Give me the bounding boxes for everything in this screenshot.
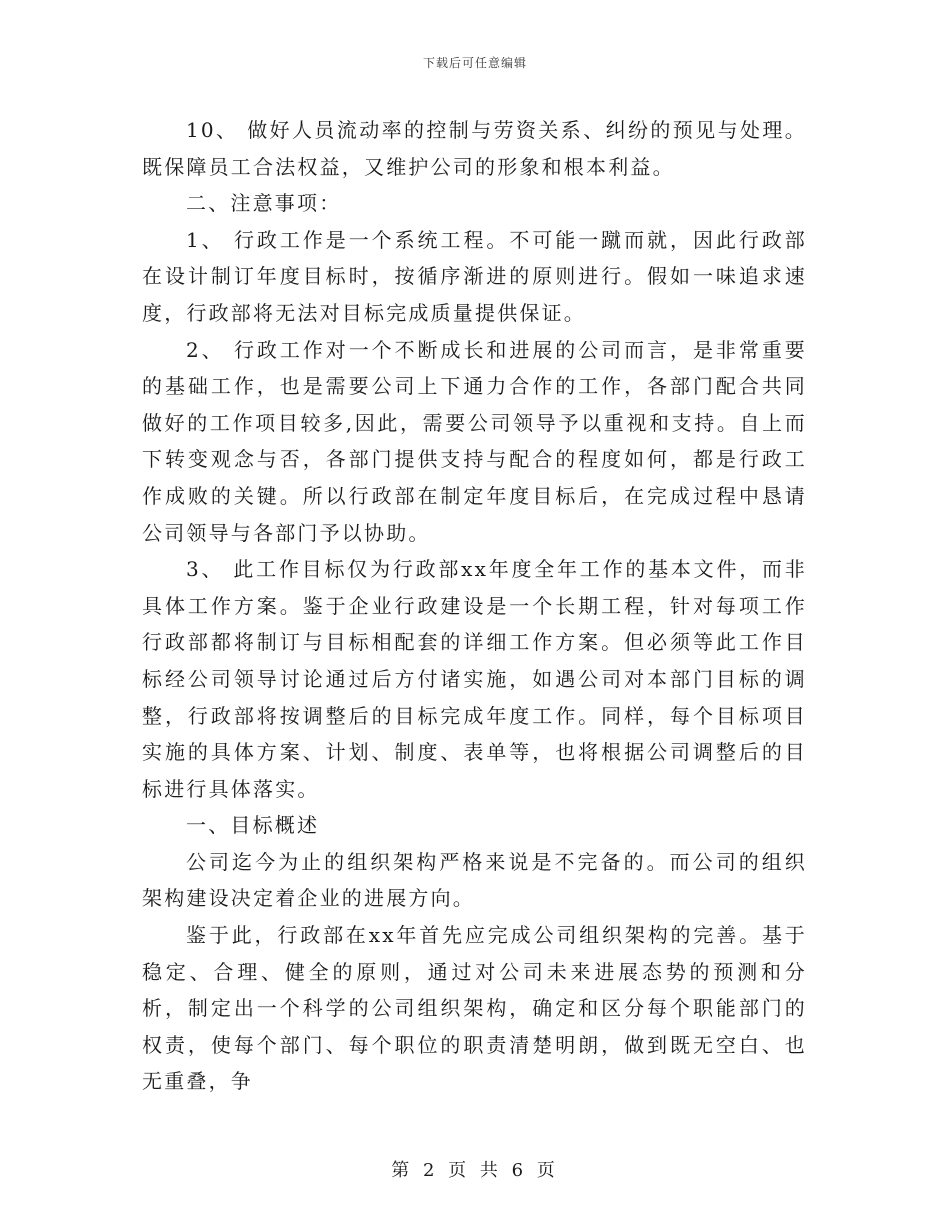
paragraph-org-improvement: 鉴于此，行政部在xx年首先应完成公司组织架构的完善。基于稳定、合理、健全的原则，通过对公司未来进展态势的预测和分析，制定出一个科学的公司组织架构，确定和区分每个职能部门的权责，使每个部门、每个职位的职责清楚明朗，做到既无空白、也无重叠，争 xyxy=(142,923,807,1094)
header-note: 下载后可任意编辑 xyxy=(422,56,527,70)
paragraph-note-1: 1、 行政工作是一个系统工程。不可能一蹴而就，因此行政部在设计制订年度目标时，按循序渐进的原则进行。假如一味追求速度，行政部将无法对目标完成质量提供保证。 xyxy=(142,227,807,325)
paragraph-org-structure: 公司迄今为止的组织架构严格来说是不完备的。而公司的组织架构建设决定着企业的进展方向。 xyxy=(142,849,807,911)
heading-notes: 二、注意事项： xyxy=(186,191,342,216)
page-number: 第 2 页 共 6 页 xyxy=(391,1160,559,1181)
document-body xyxy=(142,112,807,1100)
heading-goal-overview: 一、目标概述 xyxy=(186,813,320,838)
paragraph-staff-turnover: 10、 做好人员流动率的控制与劳资关系、纠纷的预见与处理。既保障员工合法权益，又维护公司的形象和根本利益。 xyxy=(142,118,807,179)
paragraph-note-3: 3、 此工作目标仅为行政部xx年度全年工作的基本文件，而非具体工作方案。鉴于企业行政建设是一个长期工程，针对每项工作行政部都将制订与目标相配套的详细工作方案。但必须等此工作目标经公司领导讨论通过后方付诸实施，如遇公司对本部门目标的调整，行政部将按调整后的目标完成年度工作。同样，每个目标项目实施的具体方案、计划、制度、表单等，也将根据公司调整后的目标进行具体落实。 xyxy=(142,557,807,801)
paragraph-note-2: 2、 行政工作对一个不断成长和进展的公司而言，是非常重要的基础工作，也是需要公司上下通力合作的工作，各部门配合共同做好的工作项目较多,因此，需要公司领导予以重视和支持。自上而下转变观念与否，各部门提供支持与配合的程度如何，都是行政工作成败的关键。所以行政部在制定年度目标后，在完成过程中恳请公司领导与各部门予以协助。 xyxy=(142,337,807,545)
